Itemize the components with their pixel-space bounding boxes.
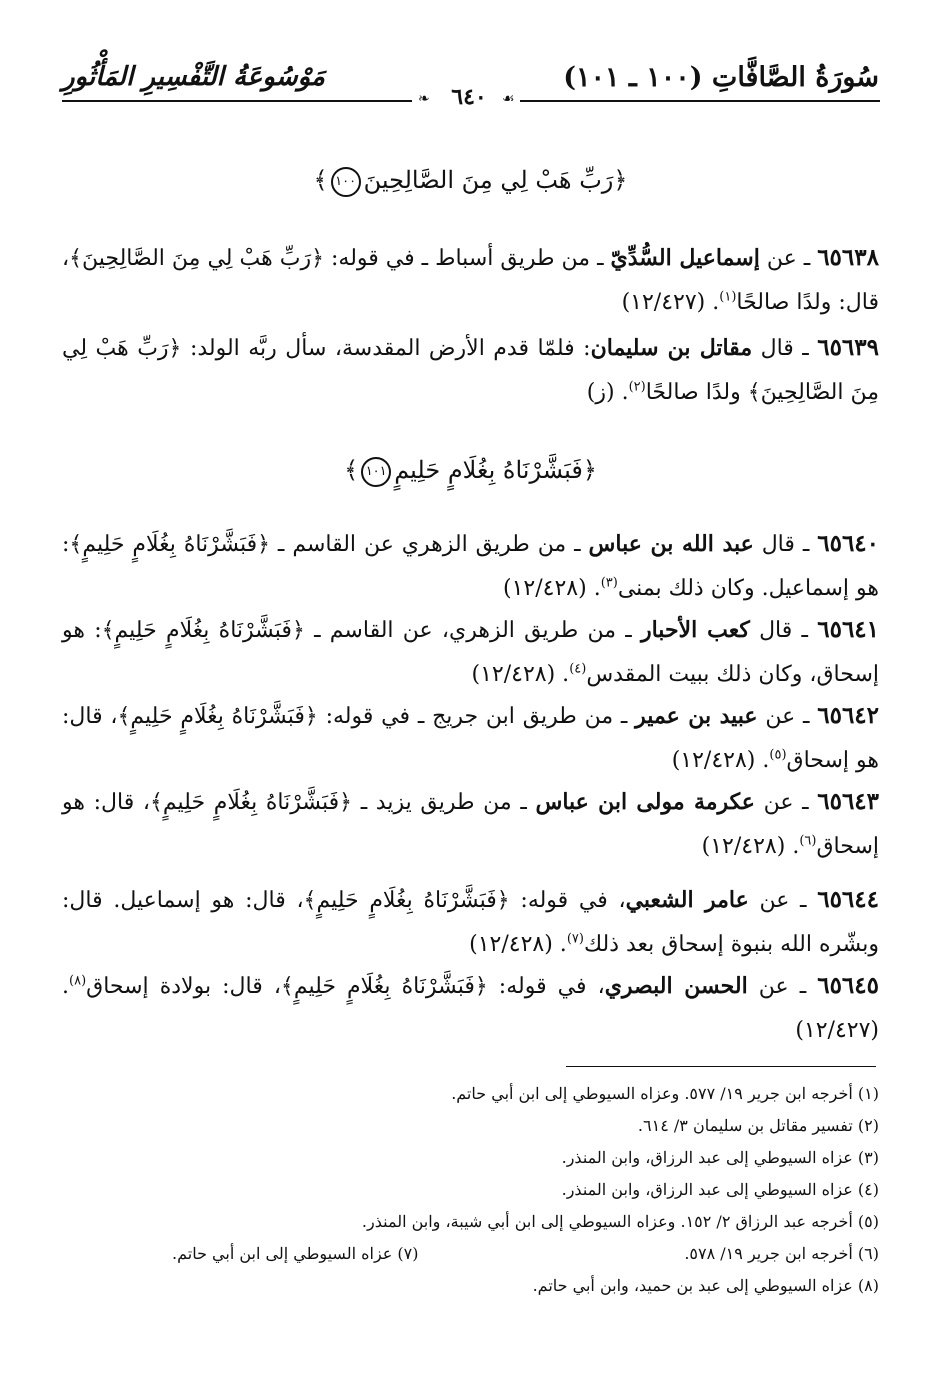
footnote-5: (٥) أخرجه عبد الرزاق ٢/ ١٥٢. وعزاه السيوطي إلى ابن أبي شيبة، وابن المنذر. xyxy=(361,1212,879,1231)
volume-reference: (١٢/٤٢٨) xyxy=(471,662,556,687)
quran-quote: ﴿فَبَشَّرْنَاهُ بِغُلَامٍ حَلِيمٍ﴾ xyxy=(117,704,318,729)
ayah-marker: ١٠١ xyxy=(361,457,391,487)
entry-text: ، قال: هو إسحاق xyxy=(62,704,879,773)
narration-entry xyxy=(62,780,879,869)
quran-quote: ﴿فَبَشَّرْنَاهُ بِغُلَامٍ حَلِيمٍ﴾ xyxy=(280,974,488,999)
footnote-marker[interactable]: (١) xyxy=(719,289,737,305)
entry-number: ٦٥٦٣٩ xyxy=(817,334,879,361)
narration-entry xyxy=(62,964,879,1053)
isnad-text: ، في قوله: xyxy=(487,974,605,999)
quran-quote: ﴿فَبَشَّرْنَاهُ بِغُلَامٍ حَلِيمٍ﴾ xyxy=(303,888,510,913)
entry-connector: ـ عن xyxy=(747,974,818,999)
surah-title: سُورَةُ الصَّافَّاتِ (١٠٠ ـ ١٠١) xyxy=(563,62,879,93)
ornament-icon: ☙ xyxy=(502,91,515,107)
narrator-name: مقاتل بن سليمان xyxy=(590,335,753,361)
footnote-8: (٨) عزاه السيوطي إلى عبد بن حميد، وابن أبي حاتم. xyxy=(532,1276,879,1295)
verse-heading xyxy=(62,456,879,487)
entry-text: ، قال: بولادة إسحاق xyxy=(86,974,281,999)
entry-tail: . xyxy=(555,662,570,687)
entry-connector: ـ قال xyxy=(749,618,818,643)
footnote-marker[interactable]: (٥) xyxy=(769,747,787,763)
narrator-name: إسماعيل السُّدِّيّ xyxy=(610,245,760,271)
volume-reference: (١٢/٤٢٨) xyxy=(671,748,756,773)
entry-text: ، قال: ولدًا صالحًا xyxy=(62,246,879,315)
volume-reference: (١٢/٤٢٨) xyxy=(469,932,553,957)
entry-text: ولدًا صالحًا xyxy=(645,380,748,405)
footnote-marker[interactable]: (٢) xyxy=(628,379,646,395)
entry-number: ٦٥٦٣٨ xyxy=(817,244,879,271)
entry-connector: ـ عن xyxy=(748,888,818,913)
entry-tail: . xyxy=(705,290,720,315)
narration-entry xyxy=(62,694,879,783)
footnote-divider xyxy=(566,1066,876,1067)
entry-number: ٦٥٦٤٤ xyxy=(817,886,879,913)
volume-reference: (١٢/٤٢٨) xyxy=(503,576,587,601)
entry-number: ٦٥٦٤١ xyxy=(817,616,880,643)
quran-quote: ﴿فَبَشَّرْنَاهُ بِغُلَامٍ حَلِيمٍ﴾ xyxy=(150,790,353,815)
entry-text: ، قال: هو إسماعيل. قال: وبشّره الله بنبوة إسحاق بعد ذلك xyxy=(62,888,879,957)
ornament-icon: ❧ xyxy=(418,91,430,107)
entry-connector: ـ قال xyxy=(752,336,818,361)
verse-bracket: ﴾ xyxy=(344,456,359,484)
volume-reference: (ز) xyxy=(586,380,615,405)
entry-connector: ـ عن xyxy=(759,246,818,271)
page-number: ٦٤٠ xyxy=(451,84,487,110)
entry-connector: ـ قال xyxy=(753,532,818,557)
entry-number: ٦٥٦٤٠ xyxy=(817,530,880,557)
footnote-marker[interactable]: (٨) xyxy=(69,973,87,989)
narration-entry xyxy=(62,522,879,611)
volume-reference: (١٢/٤٢٧) xyxy=(795,1018,879,1043)
isnad-text: ـ من طريق أسباط ـ في قوله: xyxy=(323,246,611,271)
entry-number: ٦٥٦٤٢ xyxy=(817,702,880,729)
narrator-name: عبد الله بن عباس xyxy=(588,531,754,557)
entry-tail: . xyxy=(785,834,800,859)
isnad-text: ـ من طريق الزهري، عن القاسم ـ xyxy=(304,618,641,643)
entry-connector: ـ عن xyxy=(754,790,818,815)
entry-tail: . xyxy=(586,576,601,601)
narrator-name: الحسن البصري xyxy=(604,973,748,999)
footnote-7: (٧) عزاه السيوطي إلى ابن أبي حاتم. xyxy=(172,1244,419,1263)
narration-entry xyxy=(62,878,879,967)
footnote-2: (٢) تفسير مقاتل بن سليمان ٣/ ٦١٤. xyxy=(637,1116,879,1135)
narrator-name: عكرمة مولى ابن عباس xyxy=(535,789,755,815)
footnote-4: (٤) عزاه السيوطي إلى عبد الرزاق، وابن المنذر. xyxy=(561,1180,879,1199)
quran-quote: ﴿فَبَشَّرْنَاهُ بِغُلَامٍ حَلِيمٍ﴾ xyxy=(101,618,305,643)
entry-text: : هو إسماعيل. وكان ذلك بمنى xyxy=(62,532,879,601)
footnote-6: (٦) أخرجه ابن جرير ١٩/ ٥٧٨. xyxy=(684,1244,879,1263)
ayah-marker: ١٠٠ xyxy=(331,167,361,197)
footnote-marker[interactable]: (٦) xyxy=(799,833,817,849)
entry-tail: . xyxy=(614,380,629,405)
entry-text: : هو إسحاق، وكان ذلك ببيت المقدس xyxy=(62,618,879,687)
quran-quote: ﴿فَبَشَّرْنَاهُ بِغُلَامٍ حَلِيمٍ﴾ xyxy=(69,532,270,557)
entry-tail: . xyxy=(552,932,567,957)
footnote-1: (١) أخرجه ابن جرير ١٩/ ٥٧٧. وعزاه السيوطي إلى ابن أبي حاتم. xyxy=(451,1084,879,1103)
footnote-marker[interactable]: (٤) xyxy=(569,661,587,677)
isnad-text: ـ من طريق الزهري عن القاسم ـ xyxy=(270,532,589,557)
header-rule-left xyxy=(62,100,412,102)
quran-quote: ﴿رَبِّ هَبْ لِي مِنَ الصَّالِحِينَ﴾ xyxy=(69,246,324,271)
entry-number: ٦٥٦٤٥ xyxy=(817,972,879,999)
header-rule-right xyxy=(520,100,880,102)
footnote-marker[interactable]: (٣) xyxy=(600,575,618,591)
volume-reference: (١٢/٤٢٧) xyxy=(621,290,706,315)
entry-number: ٦٥٦٤٣ xyxy=(817,788,880,815)
narration-entry xyxy=(62,326,879,415)
book-title-text: مَوْسُوعَةُ التَّفْسِيرِ المَأْثُورِ xyxy=(62,62,325,92)
narrator-name: كعب الأحبار xyxy=(640,617,750,643)
isnad-text: ـ من طريق يزيد ـ xyxy=(352,790,536,815)
narrator-name: عبيد بن عمير xyxy=(635,703,758,729)
isnad-text: ـ من طريق ابن جريج ـ في قوله: xyxy=(317,704,636,729)
narration-entry xyxy=(62,608,879,697)
narration-entry xyxy=(62,236,879,325)
volume-reference: (١٢/٤٢٨) xyxy=(701,834,786,859)
entry-tail: . xyxy=(62,974,69,999)
footnote-3: (٣) عزاه السيوطي إلى عبد الرزاق، وابن المنذر. xyxy=(561,1148,879,1167)
footnotes xyxy=(62,1078,879,1302)
isnad-text: : فلمّا قدم الأرض المقدسة، سأل ربَّه الولد: xyxy=(181,336,591,361)
book-title xyxy=(62,62,325,92)
entry-connector: ـ عن xyxy=(757,704,818,729)
isnad-text: ، في قوله: xyxy=(509,888,626,913)
footnote-marker[interactable]: (٧) xyxy=(566,931,584,947)
verse-text: ﴿فَبَشَّرْنَاهُ بِغُلَامٍ حَلِيمٍ xyxy=(394,456,597,484)
footnote-row-6-7 xyxy=(62,1238,879,1270)
narrator-name: عامر الشعبي xyxy=(625,887,749,913)
verse-bracket: ﴾ xyxy=(313,166,328,194)
verse-heading xyxy=(62,166,879,197)
verse-text: ﴿رَبِّ هَبْ لِي مِنَ الصَّالِحِينَ xyxy=(363,166,628,194)
quran-quote: ﴿رَبِّ هَبْ لِي مِنَ الصَّالِحِينَ﴾ xyxy=(62,336,879,405)
entry-tail: . xyxy=(755,748,770,773)
entry-text: ، قال: هو إسحاق xyxy=(62,790,879,859)
